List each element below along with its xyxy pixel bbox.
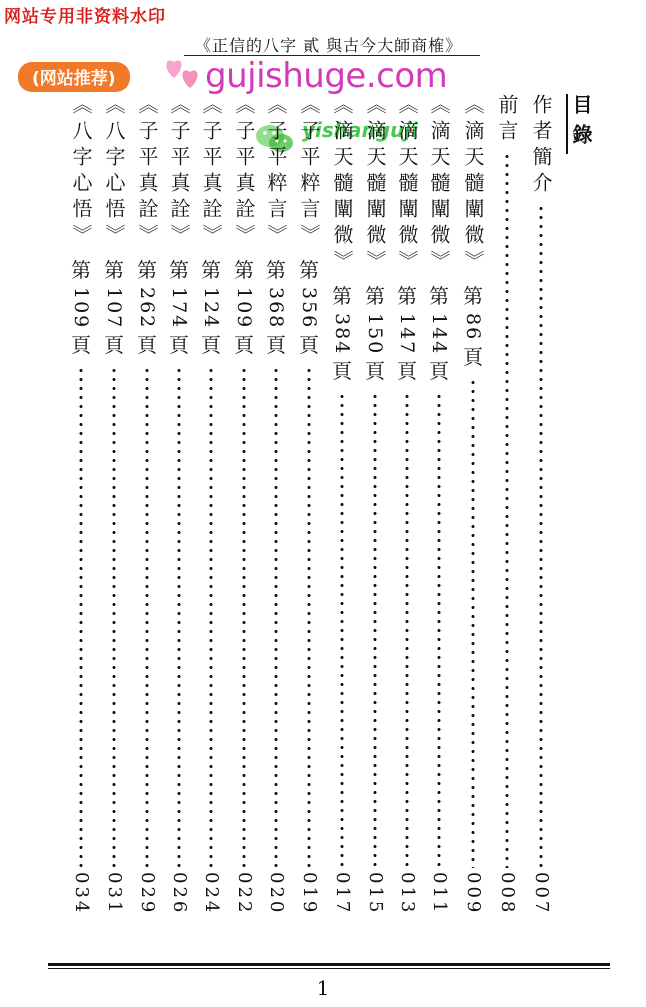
toc-leader-dots: [209, 366, 213, 868]
toc-entry-page: 013: [397, 872, 418, 916]
toc-entry-ref-label: 第: [104, 258, 124, 282]
toc-entry[interactable]: [528, 94, 554, 954]
toc-entry-page: 024: [201, 872, 222, 916]
toc-leader-dots: [274, 366, 278, 868]
toc-entry-ref-unit: 頁: [332, 359, 352, 384]
toc-entry-ref-label: 第: [365, 284, 385, 308]
toc-entry-page: 008: [497, 872, 518, 916]
toc-entry-ref-unit: 頁: [71, 333, 91, 358]
toc-leader-dots: [242, 366, 246, 868]
toc-leader-dots: [340, 392, 344, 868]
toc-entry-ref-page: 124: [200, 287, 222, 330]
footer-rule-thin: [48, 968, 610, 969]
toc-entry-ref-page: 368: [265, 287, 287, 330]
running-title: 《正信的八字 貳 與古今大師商榷》: [195, 36, 463, 55]
toc-leader-dots: [437, 392, 441, 868]
toc-entry-page: 022: [234, 872, 255, 916]
toc-entry-ref-page: 174: [168, 287, 190, 330]
toc-leader-dots: [112, 366, 116, 868]
toc-entry-page: 017: [332, 872, 353, 916]
toc-entry[interactable]: [198, 94, 224, 954]
toc-entry-title: 前言: [495, 94, 519, 146]
toc-leader-dots: [471, 378, 475, 868]
toc-leader-dots: [505, 152, 509, 868]
toc-entry-title: 《子平真詮》: [232, 94, 256, 250]
hearts-icon: [160, 48, 208, 96]
toc-entry-title: 《子平真詮》: [167, 94, 191, 250]
toc-entry-ref-label: 第: [137, 258, 157, 282]
toc-entry-ref-label: 第: [397, 284, 417, 308]
toc-entry-ref-unit: 頁: [397, 359, 417, 384]
page-number: 1: [316, 976, 330, 1000]
toc-entry-ref-page: 384: [331, 313, 353, 356]
toc-leader-dots: [405, 392, 409, 868]
toc-entry[interactable]: [263, 94, 289, 954]
toc-title: 目錄: [566, 94, 598, 154]
toc-entry[interactable]: [426, 94, 452, 954]
toc-entry-ref-unit: 頁: [169, 333, 189, 358]
toc-entry-ref-unit: 頁: [234, 333, 254, 358]
watermark-top-text: 网站专用非资料水印: [4, 7, 166, 27]
toc-entry-ref-label: 第: [463, 284, 483, 308]
toc-entry-title: 《滴天髓闡微》: [395, 94, 419, 276]
toc-entry[interactable]: [494, 94, 520, 954]
toc-entry[interactable]: [329, 94, 355, 954]
toc-entry-ref-unit: 頁: [463, 345, 483, 370]
site-watermark: gujishuge.com: [205, 56, 448, 96]
toc-entry-ref-unit: 頁: [137, 333, 157, 358]
toc-entry-ref-page: 109: [233, 287, 255, 330]
toc-entry[interactable]: [362, 94, 388, 954]
toc-entry-ref-label: 第: [332, 284, 352, 308]
toc-entry-ref-unit: 頁: [201, 333, 221, 358]
toc-entry-page: 034: [71, 872, 92, 916]
toc-entry-title: 《八字心悟》: [69, 94, 93, 250]
toc-entry-ref-unit: 頁: [266, 333, 286, 358]
toc-entry-title: 《滴天髓闡微》: [330, 94, 354, 276]
toc-entry[interactable]: [68, 94, 94, 954]
toc-entry-ref-page: 262: [136, 287, 158, 330]
toc-entry-page: 020: [266, 872, 287, 916]
toc-entry-title: 《子平粹言》: [264, 94, 288, 250]
toc-entry-ref-label: 第: [201, 258, 221, 282]
toc-entry-ref-label: 第: [169, 258, 189, 282]
toc-entry-ref-page: 107: [103, 287, 125, 330]
toc-entry-page: 009: [463, 872, 484, 916]
toc-entry-ref-unit: 頁: [365, 359, 385, 384]
toc-entry-title: 《滴天髓闡微》: [461, 94, 485, 276]
toc-entry-page: 011: [429, 872, 450, 916]
toc-entry-page: 007: [531, 872, 552, 916]
toc-entry[interactable]: [460, 94, 486, 954]
toc-leader-dots: [539, 204, 543, 868]
toc-entry-ref-unit: 頁: [299, 333, 319, 358]
toc-entry-ref-page: 147: [396, 313, 418, 356]
footer-rule: [48, 963, 610, 966]
toc-entry-ref-page: 356: [298, 287, 320, 330]
toc-leader-dots: [79, 366, 83, 868]
toc-entry-page: 031: [104, 872, 125, 916]
toc-entry-page: 015: [365, 872, 386, 916]
toc-entry[interactable]: [296, 94, 322, 954]
toc-entry-ref-label: 第: [234, 258, 254, 282]
toc-entry-ref-unit: 頁: [429, 359, 449, 384]
toc-entry-ref-label: 第: [266, 258, 286, 282]
toc-entry-title: 《子平真詮》: [199, 94, 223, 250]
toc-entry-page: 029: [137, 872, 158, 916]
toc-leader-dots: [177, 366, 181, 868]
toc-entry[interactable]: [394, 94, 420, 954]
toc-entry-title: 《子平真詮》: [135, 94, 159, 250]
toc-entry-ref-page: 150: [364, 313, 386, 356]
toc-entry-title: 《滴天髓闡微》: [427, 94, 451, 276]
toc-entry-ref-unit: 頁: [104, 333, 124, 358]
toc-leader-dots: [145, 366, 149, 868]
toc-entry[interactable]: [166, 94, 192, 954]
toc-entry-ref-label: 第: [71, 258, 91, 282]
toc-entry[interactable]: [134, 94, 160, 954]
toc-leader-dots: [373, 392, 377, 868]
toc-entry-title: 作者簡介: [529, 94, 553, 198]
toc-entry-ref-label: 第: [429, 284, 449, 308]
toc-entry[interactable]: [101, 94, 127, 954]
toc-entry-ref-label: 第: [299, 258, 319, 282]
site-recommend-badge: (网站推荐): [18, 62, 130, 92]
toc-entry[interactable]: [231, 94, 257, 954]
toc-entry-page: 026: [169, 872, 190, 916]
toc-entry-title: 《八字心悟》: [102, 94, 126, 250]
toc-entry-title: 《子平粹言》: [297, 94, 321, 250]
wechat-watermark: yishanguji: [302, 118, 419, 142]
toc-entry-title: 《滴天髓闡微》: [363, 94, 387, 276]
toc-entry-ref-page: 86: [462, 313, 484, 342]
toc-entry-ref-page: 144: [428, 313, 450, 356]
toc-entry-ref-page: 109: [70, 287, 92, 330]
toc-entry-page: 019: [299, 872, 320, 916]
toc-leader-dots: [307, 366, 311, 868]
